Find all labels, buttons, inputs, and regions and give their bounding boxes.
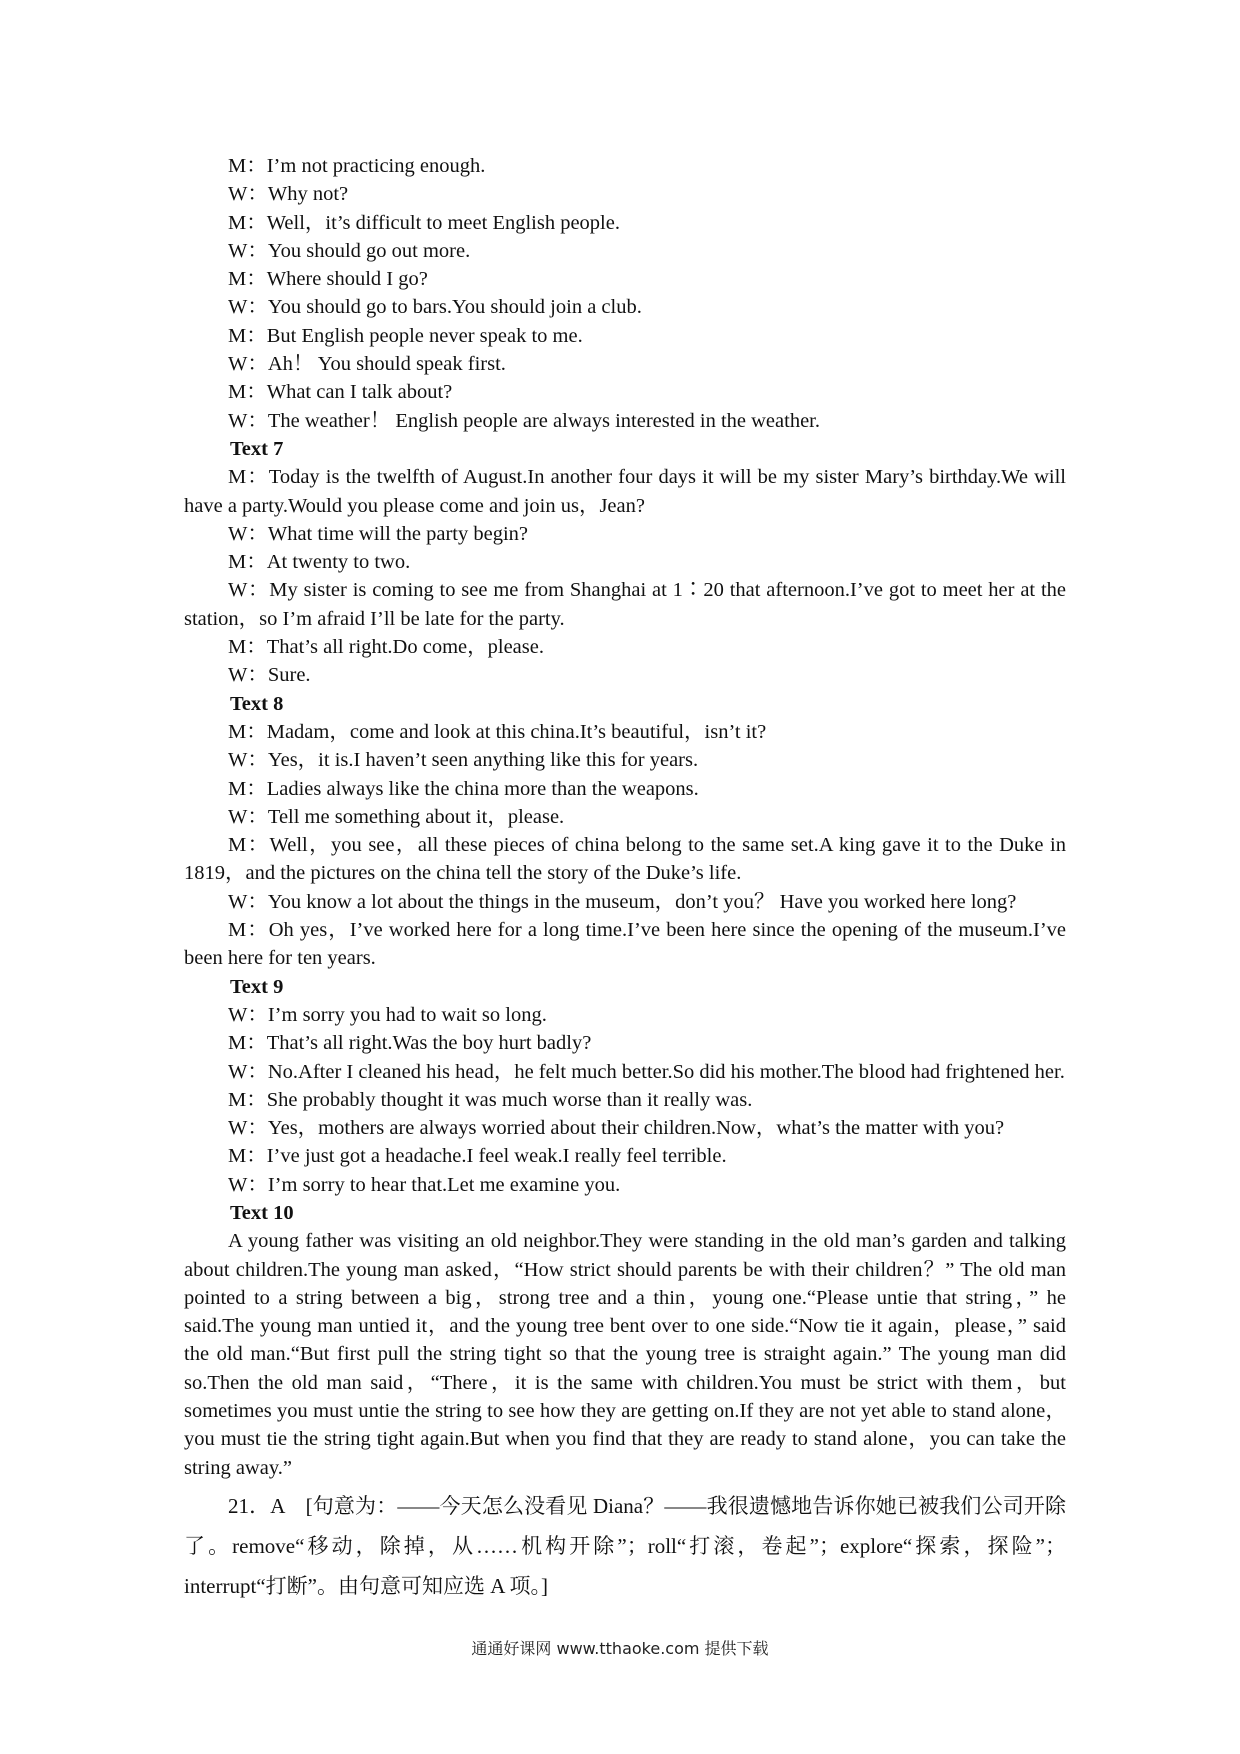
- dialogue-line: W：The weather！ English people are always interested in the weather.: [228, 409, 820, 432]
- dialogue-line: W：Yes，mothers are always worried about their children.Now，what’s the matter with you?: [228, 1117, 1005, 1140]
- dialogue-line: M：Madam，come and look at this china.It’s beautiful，isn’t it?: [228, 720, 767, 743]
- dialogue-line: M：Ladies always like the china more than the weapons.: [228, 777, 699, 800]
- answer-explanation: 21．A [句意为：——今天怎么没看见 Diana？——我很遗憾地告诉你她已被我们公司开除了。remove“移动，除掉，从……机构开除”；roll“打滚，卷起”；explore“探索，探险”；interrupt“打断”。由句意可知应选 A 项。]: [184, 1493, 1066, 1598]
- dialogue-paragraph: W：My sister is coming to see me from Shanghai at 1∶20 that afternoon.I’ve got to meet her at the station，so I’m afraid I’ll be late for the party.: [184, 579, 1066, 630]
- dialogue-line: M：I’m not practicing enough.: [228, 155, 486, 177]
- dialogue-line: W：I’m sorry you had to wait so long.: [228, 1003, 547, 1026]
- dialogue-line: W：What time will the party begin?: [228, 522, 529, 545]
- section-heading-text9: Text 9: [230, 975, 284, 998]
- dialogue-line: W：Ah！ You should speak first.: [228, 353, 506, 376]
- dialogue-line: M：At twenty to two.: [228, 551, 411, 574]
- dialogue-line: W：You know a lot about the things in the museum，don’t you？ Have you worked here long?: [228, 890, 1017, 913]
- dialogue-paragraph: M：Well，you see，all these pieces of china belong to the same set.A king gave it to the Duke in 1819，and the pictures on the china tell the story of the Duke’s life.: [184, 834, 1066, 885]
- dialogue-line: M：That’s all right.Was the boy hurt badly?: [228, 1032, 592, 1055]
- section-heading-text8: Text 8: [230, 692, 284, 715]
- dialogue-line: M：She probably thought it was much worse than it really was.: [228, 1088, 753, 1111]
- dialogue-line: W：You should go to bars.You should join a club.: [228, 296, 642, 319]
- dialogue-line: M：What can I talk about?: [228, 381, 453, 404]
- page-footer: 通通好课网 www.tthaoke.com 提供下载: [471, 1639, 769, 1658]
- dialogue-paragraph: W：No.After I cleaned his head，he felt much better.So did his mother.The blood had frightened her.: [228, 1060, 1065, 1083]
- dialogue-line: M：Where should I go?: [228, 268, 428, 291]
- dialogue-line: M：That’s all right.Do come，please.: [228, 636, 544, 659]
- dialogue-line: W：I’m sorry to hear that.Let me examine you.: [228, 1173, 621, 1196]
- dialogue-line: M：But English people never speak to me.: [228, 324, 583, 347]
- dialogue-line: W：Yes，it is.I haven’t seen anything like this for years.: [228, 749, 699, 772]
- section-heading-text7: Text 7: [230, 437, 284, 460]
- dialogue-line: W：Why not?: [228, 183, 349, 206]
- section-heading-text10: Text 10: [230, 1201, 294, 1224]
- narrative-paragraph: A young father was visiting an old neighbor.They were standing in the old man’s garden and talking about children.The young man asked，“How strict should parents be with their children？” The old man pointed to a string between a big，strong tree and a thin，young one.“Please untie that string，” he said.The young man untied it，and the young tree bent over to one side.“Now tie it again，please，” said the old man.“But first pull the string tight so that the young tree is straight again.” The young man did so.Then the old man said，“There，it is the same with children.You must be strict with them，but sometimes you must untie the string to see how they are getting on.If they are not yet able to stand alone，you must tie the string tight again.But when you find that they are ready to stand alone，you can take the string away.”: [184, 1230, 1066, 1479]
- page-content: [184, 152, 1066, 1606]
- dialogue-paragraph: M：Today is the twelfth of August.In another four days it will be my sister Mary’s birthday.We will have a party.Would you please come and join us，Jean?: [184, 466, 1066, 517]
- dialogue-line: W：Sure.: [228, 664, 311, 687]
- dialogue-line: M：I’ve just got a headache.I feel weak.I really feel terrible.: [228, 1145, 727, 1168]
- dialogue-paragraph: M：Oh yes，I’ve worked here for a long time.I’ve been here since the opening of the museum.I’ve been here for ten years.: [184, 919, 1066, 970]
- dialogue-line: M：Well，it’s difficult to meet English people.: [228, 211, 620, 234]
- dialogue-line: W：Tell me something about it，please.: [228, 805, 565, 828]
- dialogue-line: W：You should go out more.: [228, 239, 471, 262]
